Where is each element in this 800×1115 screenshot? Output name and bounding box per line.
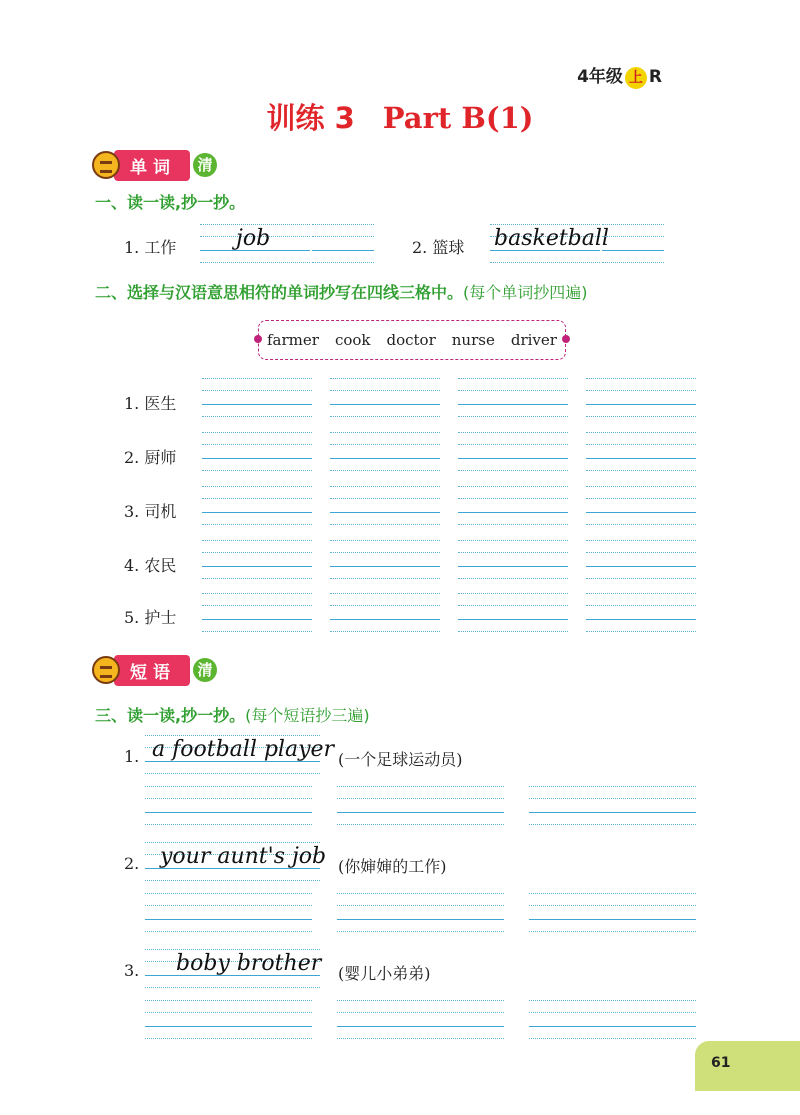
s3-item2-translation: (你婶婶的工作) [338, 857, 447, 876]
words-badge: 单词 清 [92, 150, 217, 180]
s3-item2-phrase: your aunt's job [160, 844, 327, 869]
bee-mascot-icon [92, 656, 120, 684]
writing-grid[interactable] [458, 593, 568, 633]
writing-grid[interactable] [330, 378, 440, 418]
writing-grid[interactable] [458, 378, 568, 418]
bee-mascot-icon [92, 151, 120, 179]
page-number: 61 [695, 1041, 800, 1091]
writing-grid[interactable] [602, 224, 664, 264]
writing-grid[interactable] [330, 540, 440, 580]
writing-grid[interactable] [529, 1000, 696, 1040]
s3-item-num: 1. [124, 747, 140, 766]
writing-grid[interactable] [202, 540, 312, 580]
writing-grid[interactable] [337, 786, 504, 826]
writing-grid[interactable] [586, 432, 696, 472]
writing-grid[interactable] [330, 432, 440, 472]
writing-grid[interactable] [330, 486, 440, 526]
s1-item1-label: 1. 工作 [124, 238, 177, 257]
writing-grid[interactable] [529, 893, 696, 933]
writing-grid[interactable] [586, 540, 696, 580]
writing-grid[interactable] [312, 224, 374, 264]
word-bank [258, 320, 566, 360]
s3-item3-translation: (婴儿小弟弟) [338, 964, 431, 983]
s3-item3-phrase: boby brother [176, 951, 322, 976]
s2-item-label: 4. 农民 [124, 556, 177, 575]
word-bank-item: nurse [451, 331, 495, 349]
word-bank-item: doctor [386, 331, 436, 349]
writing-grid[interactable] [145, 893, 312, 933]
grade-label: 4年级 上 R [577, 67, 662, 87]
writing-grid[interactable] [202, 593, 312, 633]
writing-grid[interactable] [337, 893, 504, 933]
word-bank-item: farmer [267, 331, 319, 349]
writing-grid[interactable] [586, 486, 696, 526]
writing-grid[interactable] [337, 1000, 504, 1040]
term-badge: 上 [625, 67, 647, 89]
writing-grid[interactable] [458, 432, 568, 472]
s2-item-label: 3. 司机 [124, 502, 177, 521]
writing-grid[interactable] [202, 378, 312, 418]
s3-item-num: 3. [124, 961, 140, 980]
s1-item1-word: job [236, 226, 271, 251]
writing-grid[interactable] [586, 378, 696, 418]
writing-grid[interactable] [145, 786, 312, 826]
s3-item-num: 2. [124, 854, 140, 873]
s2-item-label: 2. 厨师 [124, 448, 177, 467]
word-bank-item: driver [510, 331, 557, 349]
section3-heading: 三、读一读,抄一抄。(每个短语抄三遍) [95, 706, 370, 725]
writing-grid[interactable] [330, 593, 440, 633]
s3-item1-translation: (一个足球运动员) [338, 750, 463, 769]
writing-grid[interactable] [145, 1000, 312, 1040]
section1-heading: 一、读一读,抄一抄。 [95, 193, 246, 212]
s2-item-label: 1. 医生 [124, 394, 177, 413]
phrases-badge: 短语 清 [92, 655, 217, 685]
part-title: Part B(1) [382, 101, 534, 135]
writing-grid[interactable] [202, 486, 312, 526]
s1-item2-label: 2. 篮球 [412, 238, 465, 257]
writing-grid[interactable] [458, 540, 568, 580]
writing-grid[interactable] [458, 486, 568, 526]
word-bank-item: cook [334, 331, 371, 349]
writing-grid[interactable] [529, 786, 696, 826]
section2-heading: 二、选择与汉语意思相符的单词抄写在四线三格中。(每个单词抄四遍) [95, 283, 588, 302]
writing-grid[interactable] [586, 593, 696, 633]
unit-title: 训练 3 [266, 101, 355, 135]
s2-item-label: 5. 护士 [124, 608, 177, 627]
s1-item2-word: basketball [494, 226, 609, 251]
page-title [0, 96, 800, 137]
s3-item1-phrase: a football player [152, 737, 335, 762]
writing-grid[interactable] [202, 432, 312, 472]
